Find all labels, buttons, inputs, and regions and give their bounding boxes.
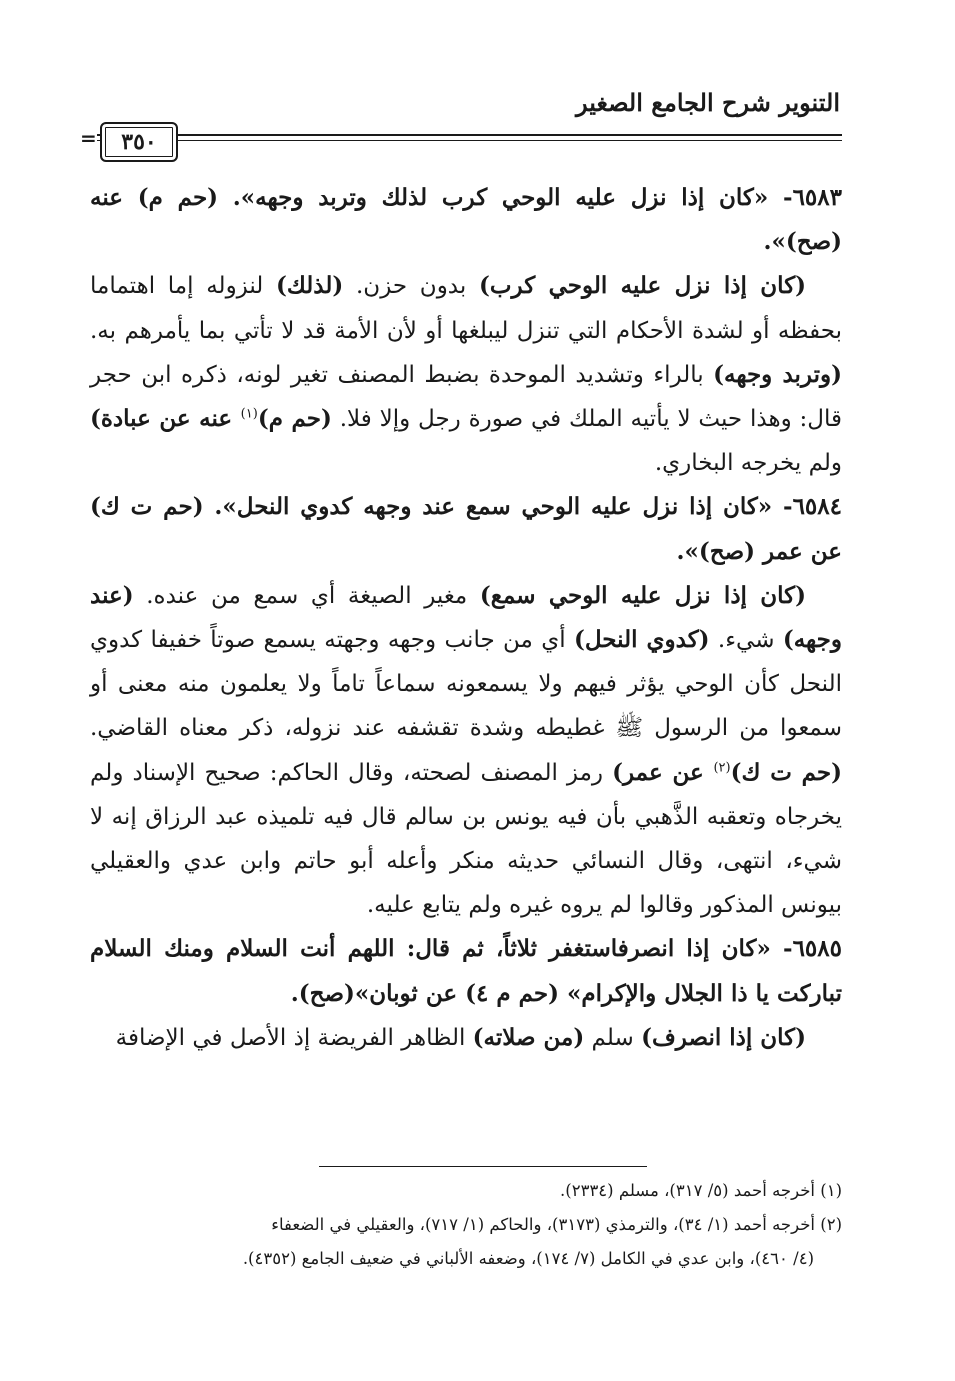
footnotes [90, 1174, 842, 1276]
commentary-text: بالراء وتشديد الموحدة بضبط المصنف تغير لونه، ذكره ابن حجر قال: وهذا حيث لا يأتيه الملك في صورة رجل وإلا فلا. [90, 361, 842, 433]
commentary-6584 [90, 574, 842, 928]
commentary-text: الظاهر الفريضة إذ الأصل في الإضافة [115, 1024, 473, 1051]
quote: (كان إذا نزل عليه الوحي كرب) [479, 272, 807, 300]
page-number-mark: = [80, 126, 97, 150]
footnote-2-continued: (٤/ ٤٦٠)، وابن عدي في الكامل (٧/ ١٧٤)، وضعفه الألباني في ضعيف الجامع (٤٣٥٢). [242, 1249, 814, 1268]
quote: (من صلاته) [472, 1023, 585, 1051]
hadith-6584 [90, 485, 842, 573]
hadith-6583 [90, 176, 842, 264]
hadith-number: ٦٥٨٣- [768, 184, 842, 211]
quote: (عند وجهه) [90, 581, 842, 654]
commentary-text: لنزوله إما اهتماما بحفظه أو لشدة الأحكام التي تنزل ليبلغها أو لأن الأمة قد لا تأتي بما يأمرهم به. [90, 273, 842, 344]
header-rule-bottom [90, 140, 842, 141]
quote: (كدوي النحل) [573, 626, 710, 654]
quote: عن عمر) [612, 758, 714, 786]
footnote-2: (٢) أخرجه أحمد (١/ ٣٤)، والترمذي (٣١٧٣)، والحاكم (١/ ٧١٧)، والعقيلي في الضعفاء [271, 1215, 842, 1234]
running-title: التنوير شرح الجامع الصغير [576, 88, 840, 117]
footnote-separator [319, 1166, 647, 1167]
footnote-1: (١) أخرجه أحمد (٥/ ٣١٧)، مسلم (٢٣٣٤). [560, 1181, 842, 1200]
hadith-number: ٦٥٨٤- [772, 493, 842, 521]
quote: (لذلك) [276, 272, 344, 300]
commentary-text: شيء. [709, 627, 783, 654]
commentary-text: بدون حزن. [343, 273, 479, 300]
quote: (وتربد وجهه) [713, 360, 842, 388]
commentary-text: أي من جانب وجهه وجهته يسمع صوتاً خفيفا كدوي النحل كأن الوحي يؤثر فيهم ولا يسمعونه سماعاً تاماً ولا يعلمون منه معنى أو سمعوا من الرسول ﷺ غطيطه وشدة تقشفه عند نزوله، ذكر معناه القاضي. [90, 627, 842, 742]
hadith-text: «كان إذا نزل عليه الوحي سمع عند وجهه كدوي النحل». (حم ت ك) عن عمر (صح)». [90, 493, 842, 565]
quote: (حم ت ك) [730, 758, 843, 786]
footnote-ref: (٢) [713, 759, 731, 775]
hadith-6585 [90, 927, 842, 1015]
header-rule-top [90, 134, 842, 136]
page-number: ٣٥٠ [100, 122, 178, 162]
hadith-text: «كان إذا نزل عليه الوحي كرب لذلك وتربد وجهه». (حم م) عنه (صح)». [90, 184, 842, 256]
quote: عنه عن عبادة) [90, 405, 241, 433]
commentary-6583 [90, 264, 842, 485]
quote: (حم م) [257, 405, 332, 433]
page-header [80, 88, 842, 168]
hadith-text: «كان إذا انصرفاستغفر ثلاثاً، ثم قال: اللهم أنت السلام ومنك السلام تباركت يا ذا الجلال والإكرام» (حم م ٤) عن ثوبان»(صح). [90, 935, 842, 1007]
footnote-ref: (١) [240, 406, 258, 422]
commentary-text: سلم [584, 1024, 642, 1051]
commentary-text: رمز المصنف لصحته، وقال الحاكم: صحيح الإسناد ولم يخرجاه وتعقبه الذَّهبي بأن فيه يونس بن سالم قال فيه تلميذه عبد الرزاق إنه لا شيء، انتهى، وقال النسائي حديثه منكر وأعله أبو حاتم وابن عدي والعقيلي بيونس المذكور وقالوا لم يروه غيره ولم يتابع عليه. [90, 759, 842, 919]
commentary-6585 [90, 1016, 842, 1060]
quote: (كان إذا انصرف) [641, 1023, 806, 1051]
commentary-text: مغير الصيغة أي سمع من عنده. [133, 582, 480, 609]
main-text [90, 176, 842, 1060]
quote: (كان إذا نزل عليه الوحي سمع) [479, 581, 806, 609]
hadith-number: ٦٥٨٥- [770, 935, 842, 963]
commentary-text: ولم يخرجه البخاري. [654, 450, 842, 477]
